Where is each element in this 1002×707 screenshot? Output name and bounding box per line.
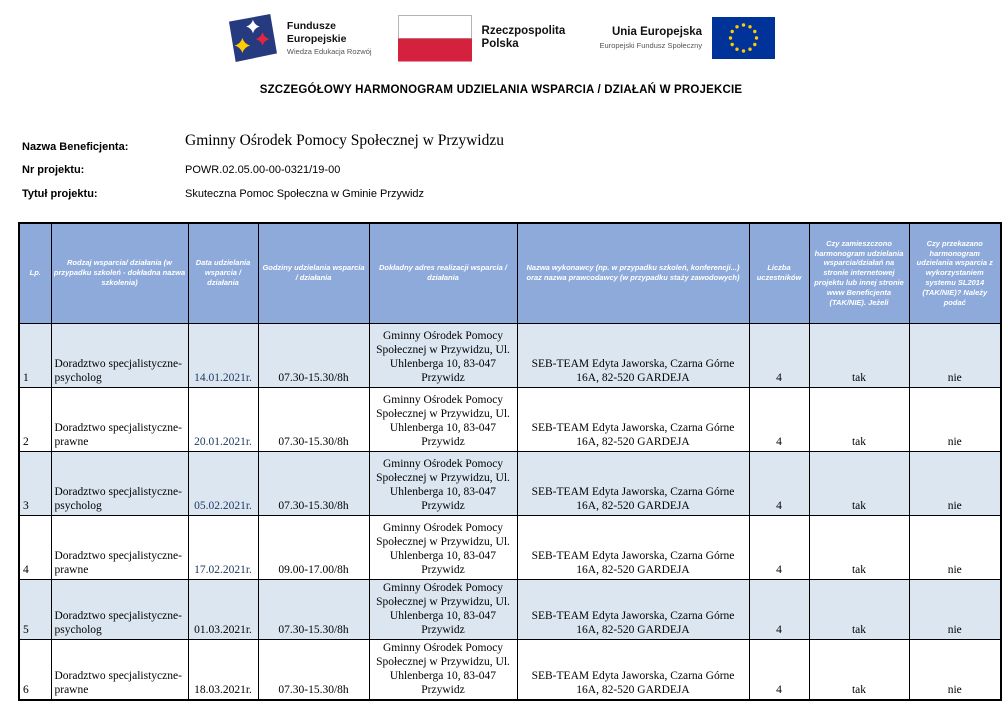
cell-hours: 07.30-15.30/8h bbox=[258, 451, 369, 515]
col-header-lp: Lp. bbox=[19, 223, 51, 323]
cell-hours: 07.30-15.30/8h bbox=[258, 639, 369, 700]
cell-type: Doradztwo specjalistyczne-prawne bbox=[51, 639, 188, 700]
cell-sl2014: nie bbox=[909, 451, 1001, 515]
cell-type: Doradztwo specjalistyczne-prawne bbox=[51, 515, 188, 579]
cell-hours: 07.30-15.30/8h bbox=[258, 579, 369, 639]
cell-sl2014: nie bbox=[909, 639, 1001, 700]
beneficiary-value: Gminny Ośrodek Pomocy Społecznej w Przywidzu bbox=[185, 132, 504, 149]
col-header-published: Czy zamieszczono harmonogram udzielania wsparcia/działań na stronie internetowej projektu lub innej stronie www Beneficjenta (TAK/NIE). Jeżeli bbox=[809, 223, 909, 323]
cell-lp: 2 bbox=[19, 387, 51, 451]
project-title-value: Skuteczna Pomoc Społeczna w Gminie Przywidz bbox=[185, 188, 425, 200]
schedule-row bbox=[19, 515, 1001, 579]
cell-contractor: SEB-TEAM Edyta Jaworska, Czarna Górne 16A, 82-520 GARDEJA bbox=[517, 323, 749, 387]
eu-flag-icon bbox=[712, 17, 775, 59]
cell-published: tak bbox=[809, 387, 909, 451]
cell-address: Gminny Ośrodek Pomocy Społecznej w Przywidzu, Ul. Uhlenberga 10, 83-047 Przywidz bbox=[369, 515, 517, 579]
project-number-value: POWR.02.05.00-00-0321/19-00 bbox=[185, 164, 341, 176]
schedule-row bbox=[19, 387, 1001, 451]
eu-logo-text bbox=[600, 26, 703, 50]
cell-address: Gminny Ośrodek Pomocy Społecznej w Przywidzu, Ul. Uhlenberga 10, 83-047 Przywidz bbox=[369, 451, 517, 515]
cell-date: 05.02.2021r. bbox=[188, 451, 258, 515]
eu-logo-subtitle: Europejski Fundusz Społeczny bbox=[599, 41, 703, 51]
cell-date: 18.03.2021r. bbox=[188, 639, 258, 700]
schedule-row bbox=[19, 323, 1001, 387]
cell-type: Doradztwo specjalistyczne-psycholog bbox=[51, 579, 188, 639]
col-header-sl2014: Czy przekazano harmonogram udzielania wsparcia z wykorzystaniem systemu SL2014 (TAK/NIE)? Należy podać bbox=[909, 223, 1001, 323]
eu-logo-title: Unia Europejska bbox=[611, 25, 703, 38]
col-header-participants: Liczba uczestników bbox=[749, 223, 809, 323]
cell-hours: 09.00-17.00/8h bbox=[258, 515, 369, 579]
cell-contractor: SEB-TEAM Edyta Jaworska, Czarna Górne 16A, 82-520 GARDEJA bbox=[517, 579, 749, 639]
logo-unia-europejska bbox=[600, 17, 776, 59]
cell-published: tak bbox=[809, 515, 909, 579]
cell-date: 20.01.2021r. bbox=[188, 387, 258, 451]
fe-flag-icon bbox=[227, 14, 277, 62]
cell-published: tak bbox=[809, 451, 909, 515]
col-header-hours: Godziny udzielania wsparcia / działania bbox=[258, 223, 369, 323]
project-title-label: Tytuł projektu: bbox=[22, 188, 98, 200]
col-header-type: Rodzaj wsparcia/ działania (w przypadku szkoleń - dokładna nazwa szkolenia) bbox=[51, 223, 188, 323]
col-header-contractor: Nazwa wykonawcy (np. w przypadku szkoleń, konferencji...) oraz nazwa prawcodawcy (w przypadku staży zawodowych) bbox=[517, 223, 749, 323]
cell-type: Doradztwo specjalistyczne-prawne bbox=[51, 387, 188, 451]
schedule-table-body bbox=[19, 323, 1001, 700]
cell-lp: 5 bbox=[19, 579, 51, 639]
cell-participants: 4 bbox=[749, 387, 809, 451]
logo-fundusze-europejskie bbox=[227, 14, 372, 62]
cell-contractor: SEB-TEAM Edyta Jaworska, Czarna Górne 16A, 82-520 GARDEJA bbox=[517, 515, 749, 579]
schedule-table-header bbox=[19, 223, 1001, 323]
cell-lp: 3 bbox=[19, 451, 51, 515]
cell-date: 14.01.2021r. bbox=[188, 323, 258, 387]
cell-sl2014: nie bbox=[909, 323, 1001, 387]
cell-address: Gminny Ośrodek Pomocy Społecznej w Przywidzu, Ul. Uhlenberga 10, 83-047 Przywidz bbox=[369, 639, 517, 700]
logo-rzeczpospolita-polska bbox=[398, 15, 574, 62]
cell-sl2014: nie bbox=[909, 579, 1001, 639]
cell-hours: 07.30-15.30/8h bbox=[258, 323, 369, 387]
cell-participants: 4 bbox=[749, 639, 809, 700]
cell-contractor: SEB-TEAM Edyta Jaworska, Czarna Górne 16A, 82-520 GARDEJA bbox=[517, 451, 749, 515]
schedule-row bbox=[19, 639, 1001, 700]
beneficiary-label: Nazwa Beneficjenta: bbox=[22, 141, 129, 153]
cell-participants: 4 bbox=[749, 515, 809, 579]
header-row bbox=[19, 223, 1001, 323]
fe-logo-text bbox=[287, 20, 372, 55]
cell-participants: 4 bbox=[749, 451, 809, 515]
pl-logo-title: Rzeczpospolita Polska bbox=[481, 24, 566, 50]
cell-hours: 07.30-15.30/8h bbox=[258, 387, 369, 451]
logo-bar bbox=[0, 14, 1002, 62]
pl-logo-text bbox=[482, 25, 574, 51]
schedule-row bbox=[19, 451, 1001, 515]
cell-type: Doradztwo specjalistyczne-psycholog bbox=[51, 451, 188, 515]
cell-contractor: SEB-TEAM Edyta Jaworska, Czarna Górne 16A, 82-520 GARDEJA bbox=[517, 387, 749, 451]
cell-sl2014: nie bbox=[909, 387, 1001, 451]
cell-type: Doradztwo specjalistyczne-psycholog bbox=[51, 323, 188, 387]
cell-address: Gminny Ośrodek Pomocy Społecznej w Przywidzu, Ul. Uhlenberga 10, 83-047 Przywidz bbox=[369, 387, 517, 451]
cell-participants: 4 bbox=[749, 323, 809, 387]
cell-address: Gminny Ośrodek Pomocy Społecznej w Przywidzu, Ul. Uhlenberga 10, 83-047 Przywidz bbox=[369, 323, 517, 387]
cell-published: tak bbox=[809, 639, 909, 700]
col-header-address: Dokładny adres realizacji wsparcia / działania bbox=[369, 223, 517, 323]
cell-date: 01.03.2021r. bbox=[188, 579, 258, 639]
cell-published: tak bbox=[809, 579, 909, 639]
schedule-row bbox=[19, 579, 1001, 639]
cell-contractor: SEB-TEAM Edyta Jaworska, Czarna Górne 16A, 82-520 GARDEJA bbox=[517, 639, 749, 700]
cell-lp: 1 bbox=[19, 323, 51, 387]
cell-published: tak bbox=[809, 323, 909, 387]
col-header-date: Data udzielania wsparcia / działania bbox=[188, 223, 258, 323]
fe-logo-title: Fundusze Europejskie bbox=[286, 20, 347, 45]
cell-lp: 4 bbox=[19, 515, 51, 579]
poland-flag-icon bbox=[398, 15, 472, 62]
cell-sl2014: nie bbox=[909, 515, 1001, 579]
page-title: SZCZEGÓŁOWY HARMONOGRAM UDZIELANIA WSPARCIA / DZIAŁAŃ W PROJEKCIE bbox=[259, 84, 743, 96]
fe-logo-subtitle: Wiedza Edukacja Rozwój bbox=[286, 46, 372, 56]
project-number-label: Nr projektu: bbox=[22, 164, 85, 176]
cell-address: Gminny Ośrodek Pomocy Społecznej w Przywidzu, Ul. Uhlenberga 10, 83-047 Przywidz bbox=[369, 579, 517, 639]
cell-participants: 4 bbox=[749, 579, 809, 639]
schedule-table bbox=[18, 222, 1002, 701]
cell-date: 17.02.2021r. bbox=[188, 515, 258, 579]
cell-lp: 6 bbox=[19, 639, 51, 700]
